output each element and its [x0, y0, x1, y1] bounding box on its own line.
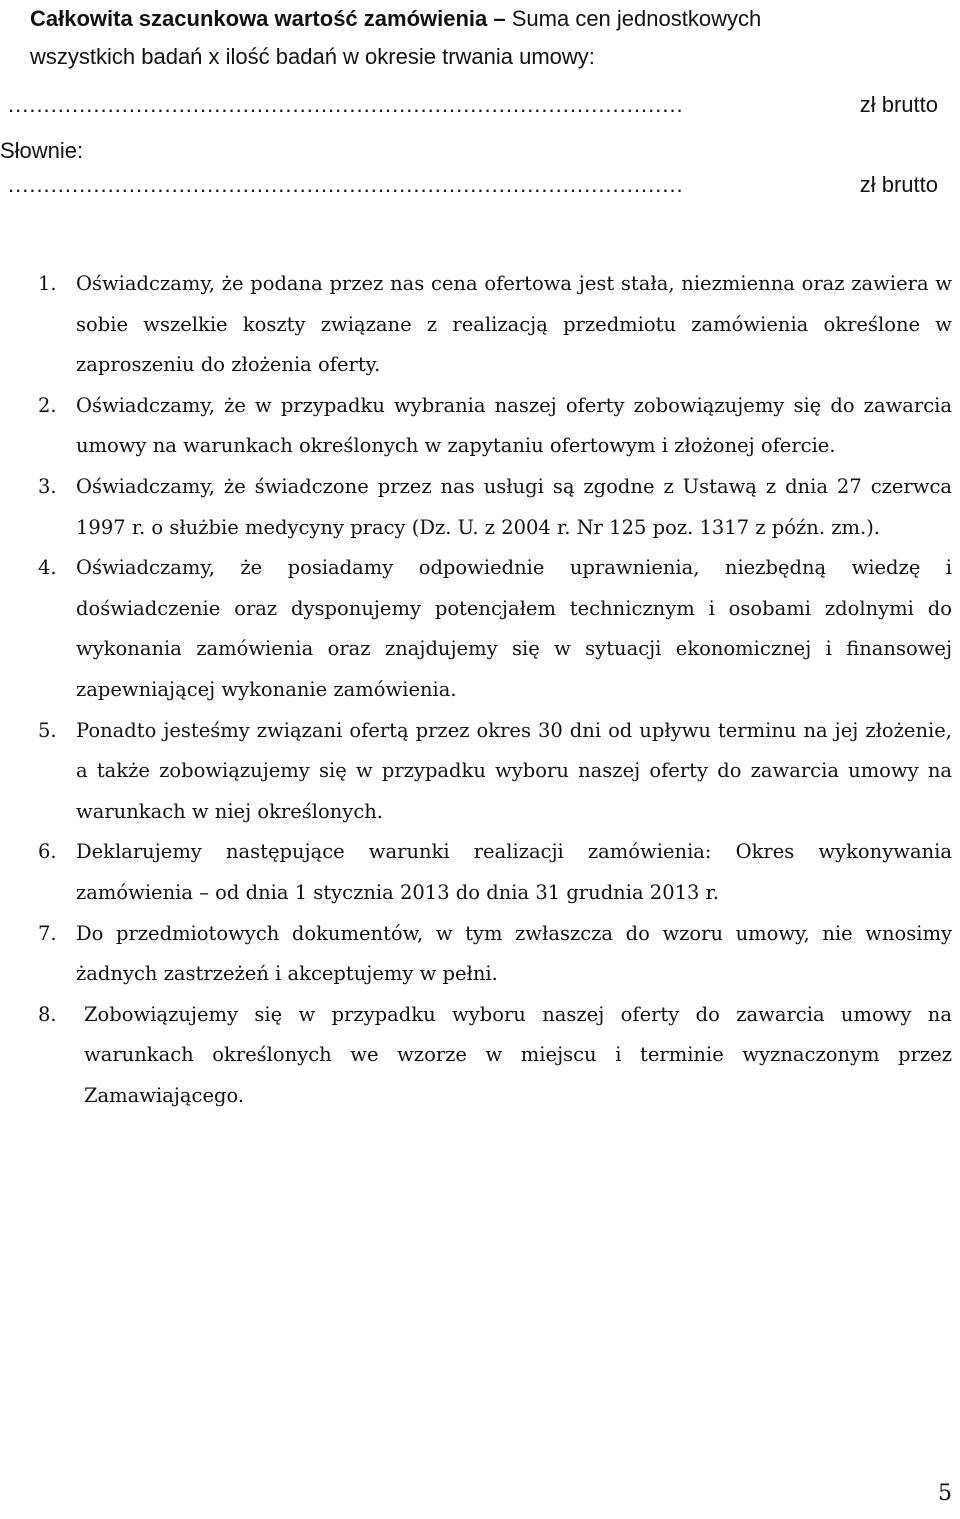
- declarations-list: [0, 264, 960, 1116]
- declaration-item: [0, 386, 960, 467]
- declaration-number: 3.: [38, 474, 57, 498]
- declaration-number: 5.: [38, 718, 57, 742]
- declaration-text: Zobowiązujemy się w przypadku wyboru naszej oferty do zawarcia umowy na warunkach określonych we wzorze w miejscu i terminie wyznaczonym przez Zamawiającego.: [84, 1002, 952, 1107]
- order-value-title-line: [30, 0, 930, 38]
- words-fill-line: [0, 172, 950, 202]
- declaration-item: [0, 467, 960, 548]
- declaration-number: 6.: [38, 840, 57, 864]
- declaration-text: Oświadczamy, że posiadamy odpowiednie uprawnienia, niezbędną wiedzę i doświadczenie oraz dysponujemy potencjałem technicznym i osobami zdolnymi do wykonania zamówienia oraz znajdujemy się w sytuacji ekonomicznej i finansowej zapewniającej wykonanie zamówienia.: [76, 556, 952, 701]
- price-fill-line: [0, 92, 950, 122]
- declaration-text: Ponadto jesteśmy związani ofertą przez okres 30 dni od upływu terminu na jej złożenie, a także zobowiązujemy się w przypadku wyboru naszej oferty do zawarcia umowy na warunkach w niej określonych.: [76, 718, 952, 823]
- order-value-title-rest: Suma cen jednostkowych: [505, 6, 762, 31]
- price-unit: zł brutto: [859, 92, 938, 117]
- declaration-item: [0, 711, 960, 833]
- declaration-number: 7.: [38, 921, 57, 945]
- declaration-item: [0, 264, 960, 386]
- declaration-item: [0, 914, 960, 995]
- declaration-item: [0, 995, 960, 1117]
- order-value-title-line2: wszystkich badań x ilość badań w okresie trwania umowy:: [30, 44, 595, 69]
- declaration-number: 4.: [38, 556, 57, 580]
- declaration-number: 2.: [38, 393, 57, 417]
- slownie-label: Słownie:: [0, 138, 84, 163]
- declaration-text: Oświadczamy, że świadczone przez nas usługi są zgodne z Ustawą z dnia 27 czerwca 1997 r. o służbie medycyny pracy (Dz. U. z 2004 r. Nr 125 poz. 1317 z późn. zm.).: [76, 474, 952, 539]
- declaration-text: Deklarujemy następujące warunki realizacji zamówienia: Okres wykonywania zamówienia – od dnia 1 stycznia 2013 do dnia 31 grudnia 2013 r.: [76, 840, 952, 904]
- declaration-text: Oświadczamy, że podana przez nas cena ofertowa jest stała, niezmienna oraz zawiera w sobie wszelkie koszty związane z realizacją przedmiotu zamówienia określone w zaproszeniu do złożenia oferty.: [76, 272, 952, 377]
- page-number: 5: [938, 1481, 952, 1506]
- declaration-item: [0, 548, 960, 710]
- words-unit: zł brutto: [859, 172, 938, 197]
- declaration-number: 8.: [38, 1002, 57, 1026]
- order-value-header: [30, 0, 930, 76]
- declaration-item: [0, 832, 960, 913]
- price-dots: ...............................................................................................: [8, 92, 684, 117]
- order-value-title-bold: Całkowita szacunkowa wartość zamówienia –: [30, 6, 506, 31]
- declaration-number: 1.: [38, 272, 57, 295]
- words-dots: ...............................................................................................: [8, 172, 684, 197]
- declaration-text: Do przedmiotowych dokumentów, w tym zwłaszcza do wzoru umowy, nie wnosimy żadnych zastrzeżeń i akceptujemy w pełni.: [76, 921, 952, 986]
- declaration-text: Oświadczamy, że w przypadku wybrania naszej oferty zobowiązujemy się do zawarcia umowy na warunkach określonych w zapytaniu ofertowym i złożonej ofercie.: [76, 393, 952, 458]
